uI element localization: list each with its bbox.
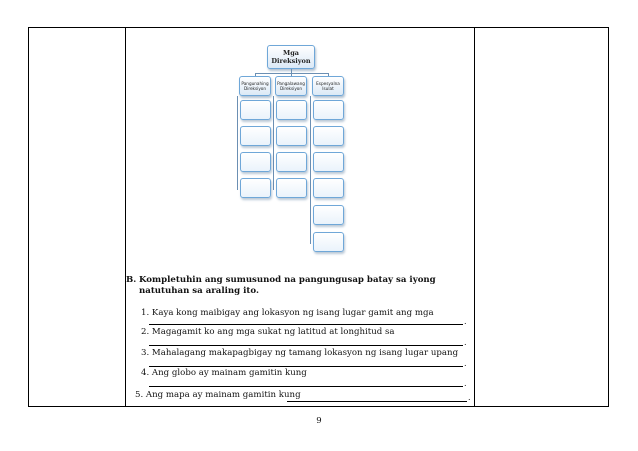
column-divider-right xyxy=(474,28,475,406)
answer-line[interactable] xyxy=(149,366,463,367)
blank-box xyxy=(313,152,344,172)
list-item: 4. Ang globo ay mainam gamitin kung xyxy=(141,368,307,378)
blank-box xyxy=(240,152,271,172)
answer-line[interactable] xyxy=(287,401,467,402)
blank-box xyxy=(313,126,344,146)
column-header-box-2 xyxy=(275,76,307,96)
sentence-period: . xyxy=(464,359,467,368)
blank-box xyxy=(240,178,271,198)
blank-box xyxy=(240,100,271,120)
sentence-period: . xyxy=(464,317,467,326)
column-1-spine xyxy=(237,96,238,190)
column-header-box-3 xyxy=(312,76,344,96)
blank-box xyxy=(313,178,344,198)
blank-box xyxy=(313,232,344,252)
column-header-label-2: Pangalawang Direksiyon xyxy=(277,81,305,91)
blank-box xyxy=(313,205,344,225)
list-item: 2. Magagamit ko ang mga sukat ng latitud at longhitud sa xyxy=(141,327,395,337)
sentence-period: . xyxy=(468,393,471,402)
column-header-label-1: Pangunahing Direksiyon xyxy=(241,81,269,91)
blank-box xyxy=(276,178,307,198)
sentence-period: . xyxy=(464,338,467,347)
list-item: 3. Mahalagang makapagbigay ng tamang lokasyon ng isang lugar upang xyxy=(141,348,459,358)
blank-box xyxy=(276,152,307,172)
list-item: 1. Kaya kong maibigay ang lokasyon ng isang lugar gamit ang mga xyxy=(141,308,434,318)
list-item: 5. Ang mapa ay mainam gamitin kung xyxy=(135,390,301,400)
column-divider-left xyxy=(125,28,126,406)
sentence-period: . xyxy=(464,379,467,388)
page-number: 9 xyxy=(316,416,322,426)
answer-line[interactable] xyxy=(149,345,463,346)
answer-line[interactable] xyxy=(149,324,463,325)
blank-box xyxy=(276,100,307,120)
column-header-box-1 xyxy=(239,76,271,96)
blank-box xyxy=(240,126,271,146)
section-letter: B. xyxy=(126,275,137,285)
blank-box xyxy=(313,100,344,120)
column-2-spine xyxy=(273,96,274,190)
column-header-label-3: Espesyalna Isulat xyxy=(316,81,340,91)
section-instruction-text: Kompletuhin ang sumusunod na pangungusap batay sa iyong natutuhan sa araling ito. xyxy=(139,275,436,296)
diagram-root-label: Mga Direksiyon xyxy=(271,49,311,65)
column-3-spine xyxy=(310,96,311,244)
diagram-root-box xyxy=(267,45,315,69)
answer-line[interactable] xyxy=(149,386,463,387)
blank-box xyxy=(276,126,307,146)
